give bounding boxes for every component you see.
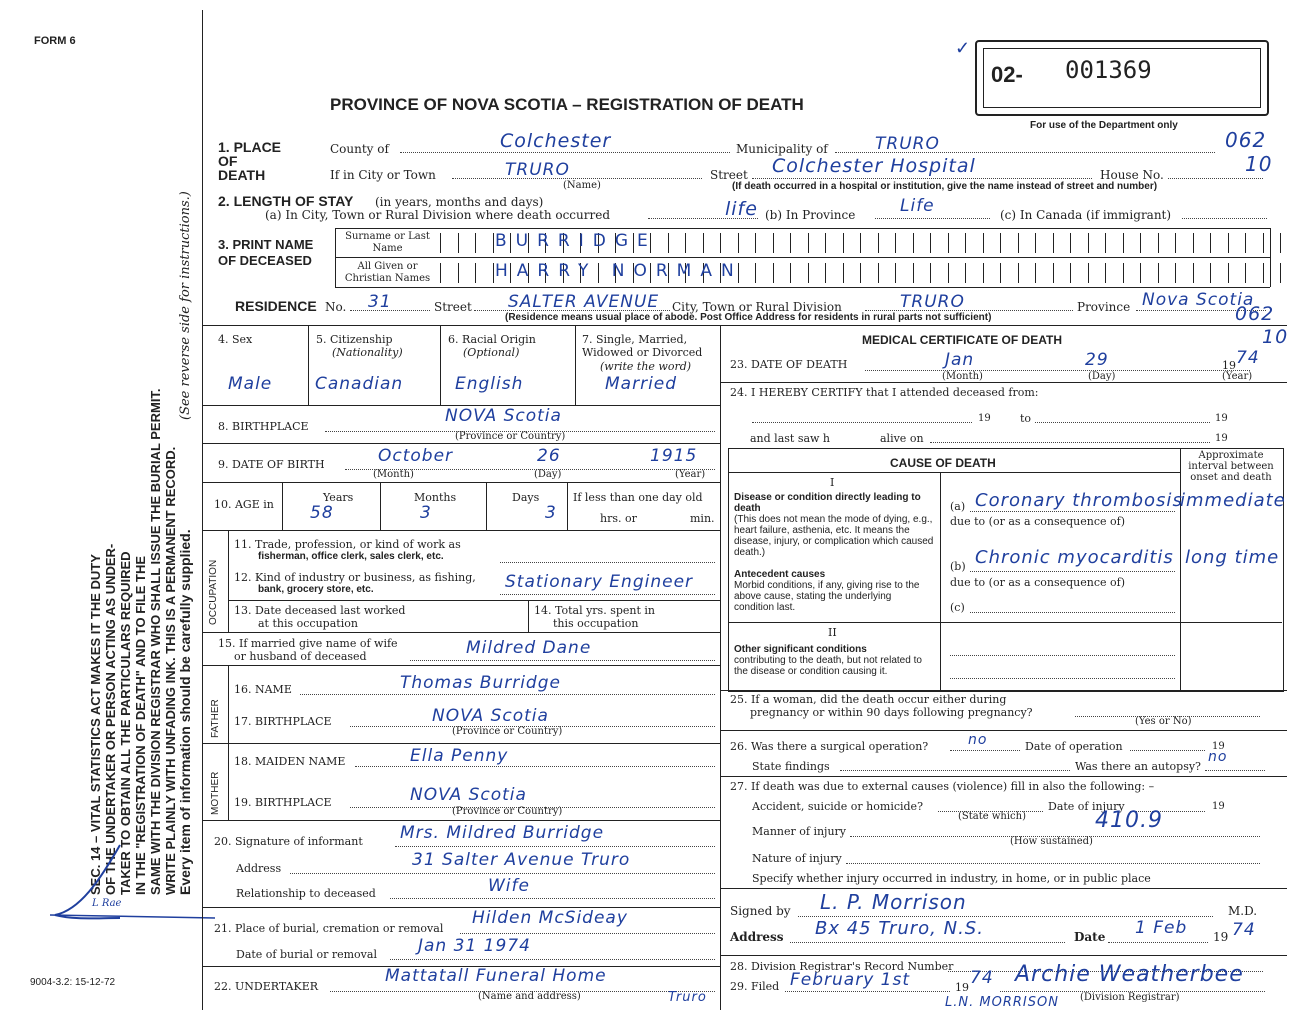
due-to-2: due to (or as a consequence of) bbox=[950, 576, 1125, 589]
informant-value: Mrs. Mildred Burridge bbox=[400, 823, 605, 843]
accident-label: Accident, suicide or homicide? bbox=[752, 800, 923, 813]
surname-value: BURRIDGE bbox=[495, 231, 657, 251]
signed-by-value: L. P. Morrison bbox=[820, 890, 967, 914]
registrar-signature: Archie Weatherbee bbox=[1015, 962, 1244, 987]
mother-birthplace-caption: (Province or Country) bbox=[452, 806, 563, 817]
residence-street-label: Street bbox=[434, 300, 472, 314]
undertaker-label: 22. UNDERTAKER bbox=[214, 980, 319, 993]
residence-note: (Residence means usual place of abode. Post Office Address for residents in rural parts not sufficient) bbox=[505, 312, 992, 323]
specify-label: Specify whether injury occurred in industry, in home, or in public place bbox=[752, 872, 1151, 885]
certify-to: to bbox=[1020, 412, 1032, 425]
woman-label: 25. If a woman, did the death occur either during bbox=[730, 693, 1007, 706]
father-name: Thomas Burridge bbox=[400, 673, 561, 693]
informant-label: 20. Signature of informant bbox=[214, 835, 363, 848]
occupation-section: OCCUPATION bbox=[208, 559, 219, 625]
industry-value: Stationary Engineer bbox=[505, 572, 694, 592]
doctor-address-label: Address bbox=[730, 930, 784, 944]
spouse-label: 15. If married give name of wife bbox=[218, 637, 398, 650]
sex-label: 4. Sex bbox=[218, 333, 253, 346]
other-conditions-sub: contributing to the death, but not related to the disease or condition causing it. bbox=[734, 655, 922, 677]
informant-address-label: Address bbox=[236, 862, 282, 875]
dob-label: 9. DATE OF BIRTH bbox=[218, 458, 325, 471]
dob-year-caption: (Year) bbox=[675, 469, 706, 480]
antecedent-label: Antecedent causes bbox=[734, 569, 826, 580]
department-use: For use of the Department only bbox=[1030, 120, 1178, 131]
other-conditions-label: Other significant conditions bbox=[734, 644, 867, 655]
stay-city-value: life bbox=[725, 198, 758, 220]
place-of-death-label: 1. PLACE OF DEATH bbox=[218, 139, 282, 183]
surgery-value: no bbox=[968, 732, 988, 748]
dob-month: October bbox=[378, 446, 454, 466]
spouse-value: Mildred Dane bbox=[466, 638, 592, 658]
mother-birthplace: NOVA Scotia bbox=[410, 785, 527, 805]
residence-province-label: Province bbox=[1077, 300, 1131, 314]
trade-label: 11. Trade, profession, or kind of work as bbox=[234, 538, 461, 551]
birthplace-caption: (Province or Country) bbox=[455, 431, 566, 442]
father-section: FATHER bbox=[210, 699, 221, 738]
citizenship-value: Canadian bbox=[315, 374, 404, 394]
relationship-value: Wife bbox=[488, 876, 530, 896]
months-label: Months bbox=[414, 491, 457, 504]
autopsy-value: no bbox=[1208, 749, 1228, 765]
undertaker-value: Mattatall Funeral Home bbox=[385, 966, 607, 986]
stay-province-value: Life bbox=[900, 196, 935, 216]
father-birthplace-label: 17. BIRTHPLACE bbox=[234, 715, 332, 728]
nature-label: Nature of injury bbox=[752, 852, 842, 865]
informant-address: 31 Salter Avenue Truro bbox=[412, 850, 631, 870]
certify-label: 24. I HEREBY CERTIFY that I attended deceased from: bbox=[730, 386, 1039, 399]
residence-street: SALTER AVENUE bbox=[508, 292, 660, 312]
industry-label: 12. Kind of industry or business, as fishing, bbox=[234, 571, 476, 584]
stay-canada-label: (c) In Canada (if immigrant) bbox=[1000, 208, 1172, 222]
filed-date: February 1st bbox=[790, 970, 911, 990]
street-label: Street bbox=[710, 168, 748, 182]
side-notice bbox=[88, 388, 193, 895]
icd-code: 410.9 bbox=[1095, 808, 1163, 833]
hrs-label: hrs. or bbox=[600, 512, 637, 525]
days-label: Days bbox=[512, 491, 540, 504]
side-line-6: WRITE PLAINLY WITH UNFADING INK. THIS IS A PERMANENT RECORD. bbox=[163, 446, 178, 895]
injury-nineteen: 19 bbox=[1212, 801, 1225, 812]
side-line-2: OF THE UNDERTAKER OR PERSON ACTING AS UNDER- bbox=[103, 543, 118, 895]
racial-sub: (Optional) bbox=[463, 346, 520, 359]
last-worked-label: 13. Date deceased last worked bbox=[234, 604, 406, 617]
manner-label: Manner of injury bbox=[752, 825, 847, 838]
operation-nineteen: 19 bbox=[1212, 741, 1225, 752]
registration-box bbox=[975, 40, 1269, 116]
death-year-caption: (Year) bbox=[1222, 371, 1253, 382]
registration-number: 001369 bbox=[1065, 56, 1152, 84]
county-value: Colchester bbox=[500, 130, 612, 152]
cause-header: CAUSE OF DEATH bbox=[890, 456, 996, 470]
length-of-stay-label: 2. LENGTH OF STAY bbox=[218, 193, 354, 209]
death-day: 29 bbox=[1085, 350, 1109, 370]
due-to-1: due to (or as a consequence of) bbox=[950, 515, 1125, 528]
dob-day: 26 bbox=[537, 446, 561, 466]
total-years-label: 14. Total yrs. spent in bbox=[534, 604, 655, 617]
doctor-address: Bx 45 Truro, N.S. bbox=[815, 918, 984, 939]
filed-nineteen: 19 bbox=[955, 981, 969, 994]
autopsy-label: Was there an autopsy? bbox=[1075, 760, 1201, 773]
side-line-4: IN THE "REGISTRATION OF DEATH" AND TO FILE THE bbox=[133, 555, 148, 895]
marital-label: 7. Single, Married, Widowed or Divorced bbox=[582, 333, 703, 359]
registrar-stamp: L.N. MORRISON bbox=[945, 995, 1059, 1010]
citizenship-label: 5. Citizenship bbox=[316, 333, 393, 346]
city-label: If in City or Town bbox=[330, 168, 436, 182]
given-value: HARRY NORMAN bbox=[495, 261, 743, 281]
dob-year: 1915 bbox=[650, 446, 698, 466]
filed-label: 29. Filed bbox=[730, 980, 780, 993]
father-birthplace: NOVA Scotia bbox=[432, 706, 549, 726]
cause-b-interval: long time bbox=[1185, 547, 1280, 568]
form-label: FORM 6 bbox=[34, 35, 76, 47]
spouse-label-2: or husband of deceased bbox=[234, 650, 367, 663]
reverse-note: (See reverse side for instructions.) bbox=[178, 191, 193, 420]
alive-on-label: alive on bbox=[880, 432, 924, 445]
sex-value: Male bbox=[228, 374, 273, 394]
form-code: 9004-3.2: 15-12-72 bbox=[30, 977, 116, 988]
date-of-death-label: 23. DATE OF DEATH bbox=[730, 358, 848, 371]
direct-cause-sub: (This does not mean the mode of dying, e.g., heart failure, asthenia, etc. It means the disease, injury, or complication which caused death.) bbox=[734, 514, 934, 558]
city-value: TRURO bbox=[505, 160, 570, 180]
direct-cause-label: Disease or condition directly leading to death bbox=[734, 492, 921, 514]
marital-sub: (write the word) bbox=[600, 360, 692, 373]
yes-no-caption: (Yes or No) bbox=[1135, 716, 1192, 727]
birthplace-value: NOVA Scotia bbox=[445, 406, 562, 426]
house-label: House No. bbox=[1100, 168, 1164, 182]
last-saw-label: and last saw h bbox=[750, 432, 831, 445]
residence-city-label: City, Town or Rural Division bbox=[672, 300, 842, 314]
cause-a-value: Coronary thrombosis bbox=[975, 490, 1183, 511]
relationship-label: Relationship to deceased bbox=[236, 887, 376, 900]
birthplace-label: 8. BIRTHPLACE bbox=[218, 420, 309, 433]
marital-value: Married bbox=[605, 374, 678, 394]
months-value: 3 bbox=[420, 503, 432, 523]
sign-nineteen: 19 bbox=[1213, 930, 1229, 944]
street-value: Colchester Hospital bbox=[772, 155, 976, 177]
mother-name-label: 18. MAIDEN NAME bbox=[234, 755, 346, 768]
stay-province-label: (b) In Province bbox=[765, 208, 856, 222]
mother-name: Ella Penny bbox=[410, 746, 509, 766]
check-mark: ✓ bbox=[955, 38, 971, 59]
external-label: 27. If death was due to external causes (violence) fill in also the following: – bbox=[730, 780, 1155, 793]
medical-header: MEDICAL CERTIFICATE OF DEATH bbox=[862, 333, 1062, 347]
municipality-label: Municipality of bbox=[736, 142, 828, 156]
side-line-7: Every item of information should be carefully supplied. bbox=[177, 529, 193, 895]
father-name-label: 16. NAME bbox=[234, 683, 292, 696]
registration-prefix: 02- bbox=[991, 62, 1023, 87]
days-value: 3 bbox=[545, 503, 557, 523]
findings-label: State findings bbox=[752, 760, 830, 773]
injury-date-label: Date of injury bbox=[1048, 800, 1125, 813]
length-of-stay-sub: (in years, months and days) bbox=[375, 195, 544, 209]
death-year: 74 bbox=[1236, 348, 1260, 368]
part-one: I bbox=[830, 476, 835, 489]
interval-label: Approximate interval between onset and death bbox=[1188, 450, 1274, 483]
registrar-number-label: 28. Division Registrar's Record Number bbox=[730, 960, 954, 973]
how-sustained-caption: (How sustained) bbox=[1010, 836, 1093, 847]
burial-date-label: Date of burial or removal bbox=[236, 948, 377, 961]
residence-province: Nova Scotia bbox=[1142, 290, 1255, 310]
name-caption: (Name) bbox=[563, 180, 601, 191]
house-code: 10 bbox=[1245, 152, 1273, 176]
hospital-note: (If death occurred in a hospital or institution, give the name instead of street and number) bbox=[732, 181, 1158, 192]
signed-by-label: Signed by bbox=[730, 904, 791, 918]
corner-initial-mark bbox=[40, 840, 220, 934]
alive-nineteen: 19 bbox=[1215, 433, 1228, 444]
side-line-1: SEC. 14 – VITAL STATISTICS ACT MAKES IT THE DUTY bbox=[88, 554, 103, 895]
residence-city: TRURO bbox=[900, 292, 965, 312]
age-label: 10. AGE in bbox=[214, 498, 274, 511]
residence-no: 31 bbox=[368, 292, 392, 312]
years-label: Years bbox=[323, 491, 354, 504]
citizenship-sub: (Nationality) bbox=[332, 346, 403, 359]
woman-sub: pregnancy or within 90 days following pregnancy? bbox=[750, 706, 1033, 719]
given-label: All Given or Christian Names bbox=[344, 261, 431, 284]
surname-label: Surname or Last Name bbox=[345, 231, 430, 254]
cause-c-label: (c) bbox=[950, 601, 965, 614]
undertaker-caption: (Name and address) bbox=[478, 991, 581, 1002]
municipality-code: 062 bbox=[1225, 128, 1267, 152]
sign-date: 1 Feb bbox=[1135, 918, 1188, 938]
racial-label: 6. Racial Origin bbox=[448, 333, 536, 346]
operation-date-label: Date of operation bbox=[1025, 740, 1123, 753]
filed-year: 74 bbox=[970, 968, 994, 988]
stay-city-label: (a) In City, Town or Rural Division where death occurred bbox=[265, 208, 611, 222]
total-years-sub: this occupation bbox=[553, 617, 639, 630]
corner-initial: L Rae bbox=[92, 898, 122, 909]
death-day-caption: (Day) bbox=[1088, 371, 1116, 382]
sign-date-label: Date bbox=[1074, 930, 1106, 944]
municipality-value: TRURO bbox=[875, 134, 940, 154]
side-line-3: TAKER TO OBTAIN ALL THE PARTICULARS REQUIRED bbox=[118, 551, 133, 895]
father-birthplace-caption: (Province or Country) bbox=[452, 726, 563, 737]
certify-nineteen-2: 19 bbox=[1215, 413, 1228, 424]
undertaker-extra: Truro bbox=[668, 990, 707, 1005]
certify-nineteen-1: 19 bbox=[978, 413, 991, 424]
print-name-label: 3. PRINT NAME OF DECEASED bbox=[218, 237, 314, 268]
burial-place-label: 21. Place of burial, cremation or removal bbox=[214, 922, 444, 935]
page-title: PROVINCE OF NOVA SCOTIA – REGISTRATION OF DEATH bbox=[330, 95, 804, 114]
residence-label: RESIDENCE bbox=[235, 298, 317, 314]
antecedent-sub: Morbid conditions, if any, giving rise to the above cause, stating the underlying condition last. bbox=[734, 580, 920, 613]
dob-month-caption: (Month) bbox=[373, 469, 414, 480]
state-which-caption: (State which) bbox=[958, 811, 1026, 822]
burial-date: Jan 31 1974 bbox=[418, 936, 531, 956]
death-year-prefix: 19 bbox=[1222, 359, 1236, 372]
last-worked-sub: at this occupation bbox=[258, 617, 358, 630]
registrar-caption: (Division Registrar) bbox=[1080, 992, 1180, 1003]
cause-b-label: (b) bbox=[950, 560, 966, 573]
years-value: 58 bbox=[310, 503, 334, 523]
trade-sub: fisherman, office clerk, sales clerk, etc. bbox=[258, 551, 444, 562]
mother-section: MOTHER bbox=[210, 771, 221, 815]
death-month-caption: (Month) bbox=[942, 371, 983, 382]
md-label: M.D. bbox=[1228, 904, 1258, 918]
surgery-label: 26. Was there a surgical operation? bbox=[730, 740, 929, 753]
county-label: County of bbox=[330, 142, 389, 156]
burial-place: Hilden McSideay bbox=[472, 908, 628, 928]
min-label: min. bbox=[690, 512, 715, 525]
sign-year: 74 bbox=[1232, 920, 1256, 940]
cause-a-label: (a) bbox=[950, 500, 966, 513]
industry-sub: bank, grocery store, etc. bbox=[258, 584, 374, 595]
residence-code-2: 10 bbox=[1262, 326, 1289, 348]
residence-no-label: No. bbox=[325, 300, 347, 314]
residence-code: 062 bbox=[1235, 303, 1275, 325]
side-line-5: SAME WITH THE DIVISION REGISTRAR WHO SHALL ISSUE THE BURIAL PERMIT. bbox=[148, 388, 163, 895]
cause-a-interval: immediate bbox=[1180, 490, 1286, 511]
mother-birthplace-label: 19. BIRTHPLACE bbox=[234, 796, 332, 809]
cause-b-value: Chronic myocarditis bbox=[975, 547, 1174, 568]
dob-day-caption: (Day) bbox=[534, 469, 562, 480]
death-month: Jan bbox=[945, 350, 975, 370]
racial-value: English bbox=[455, 374, 524, 394]
less-than-day-label: If less than one day old bbox=[573, 491, 703, 504]
part-two: II bbox=[828, 626, 837, 639]
